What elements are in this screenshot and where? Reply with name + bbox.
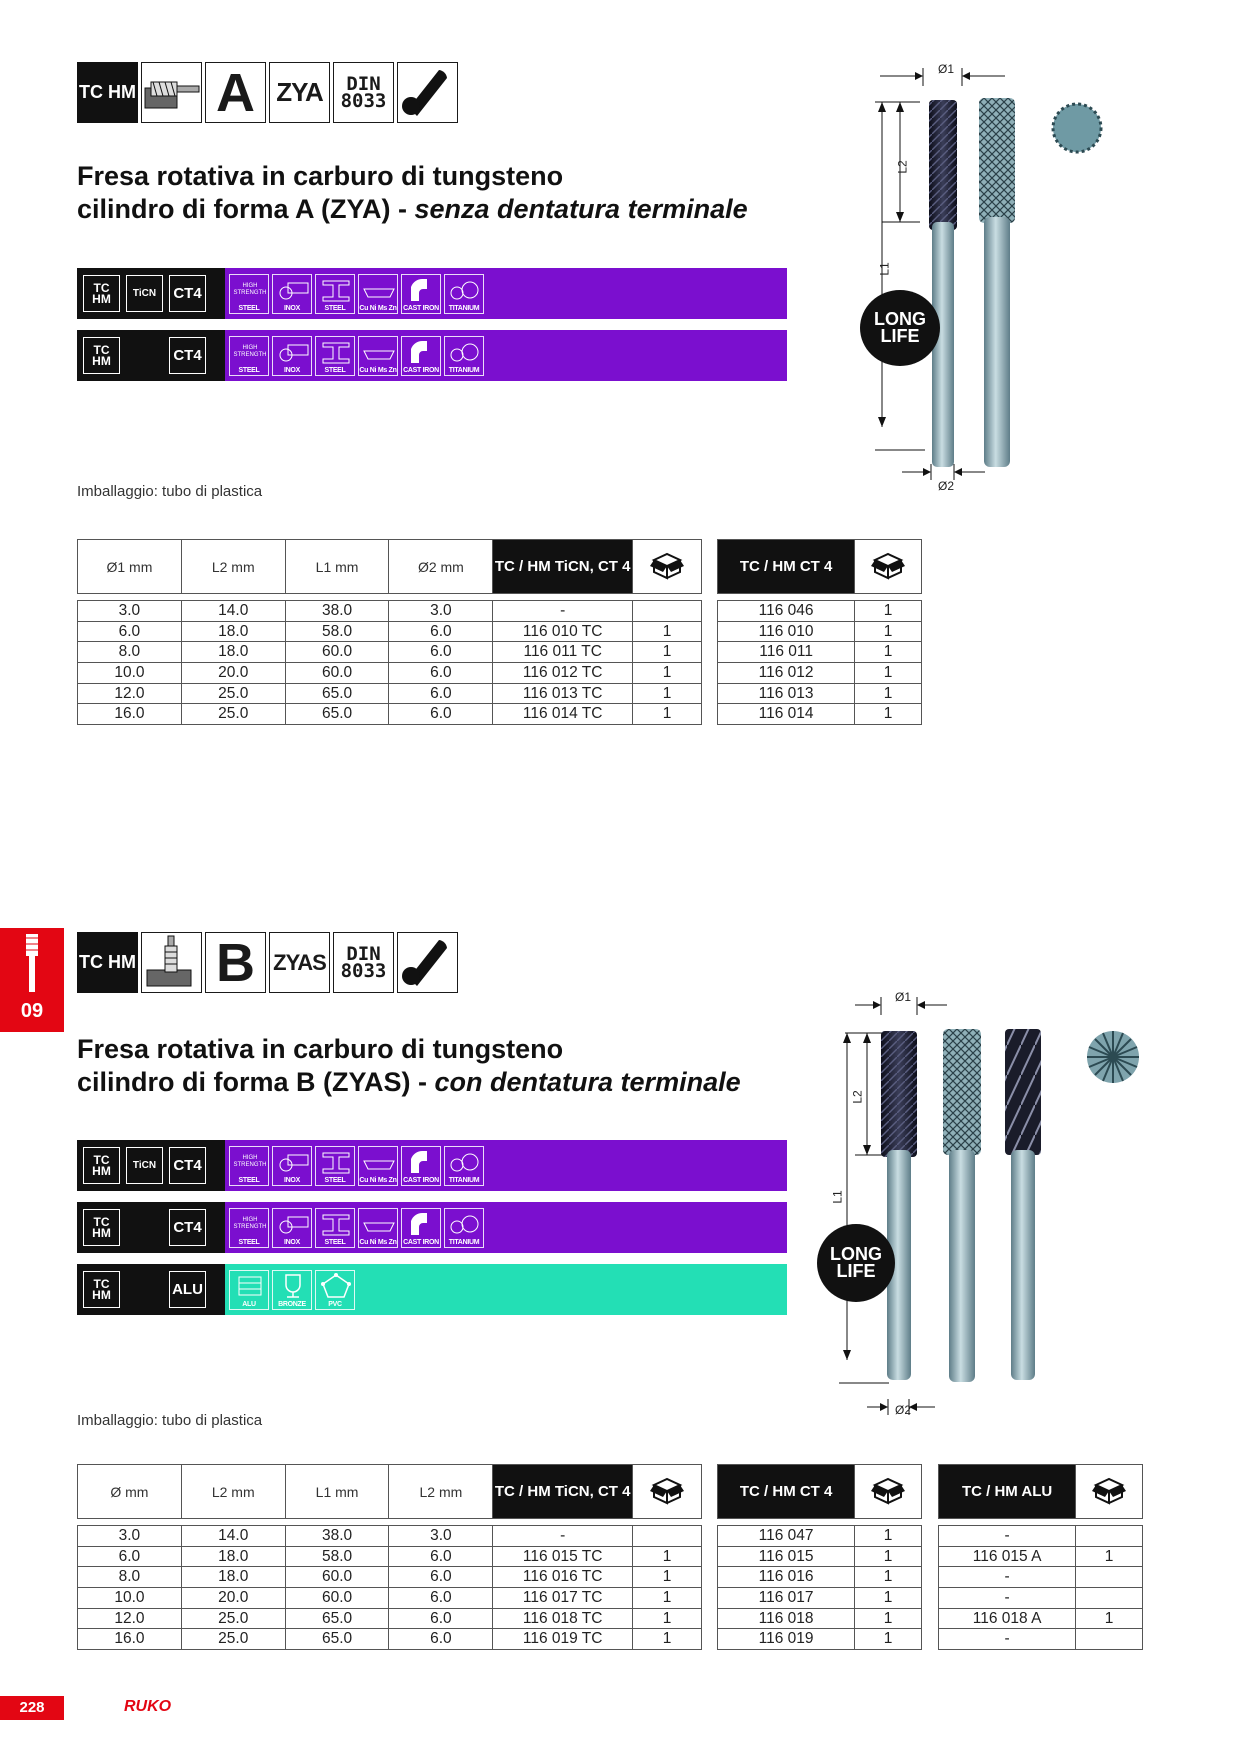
ct4-label: CT4 (169, 1209, 206, 1246)
table-row (78, 683, 702, 704)
non-ferrous-icon: Cu Ni Ms Zn (358, 1146, 398, 1186)
table-cell: 6.0 (389, 683, 493, 704)
dim-label-l2: L2 (850, 1090, 865, 1104)
table-cell: 116 015 (718, 1546, 855, 1567)
table-cell: 38.0 (285, 1526, 389, 1547)
col-header-article: TC / HM ALU (939, 1465, 1076, 1519)
table-cell: 25.0 (181, 1608, 285, 1629)
packaging-note: Imballaggio: tubo di plastica (77, 483, 263, 500)
table-cell: 116 014 TC (493, 704, 633, 725)
table-cell: 12.0 (78, 1608, 182, 1629)
table-cell: 8.0 (78, 1567, 182, 1588)
empty-coating-slot (126, 337, 163, 374)
high-strength-steel-icon: HIGH STRENGTH STEEL (229, 274, 269, 314)
table-row (78, 1588, 702, 1609)
tchm-icon: TC HM (77, 62, 138, 123)
ticn-label: TiCN (126, 275, 163, 312)
tchm-label: TC HM (83, 1209, 120, 1246)
table-cell: 1 (633, 663, 702, 684)
table-cell: 1 (1076, 1546, 1143, 1567)
table-cell: 1 (633, 704, 702, 725)
burr-shape-icon (141, 62, 202, 123)
table-cell: 60.0 (285, 642, 389, 663)
coating-bar-ct4 (77, 1202, 787, 1253)
material-icons (225, 1140, 787, 1191)
steel-profile-icon: STEEL (315, 336, 355, 376)
shape-letter-a: A (205, 62, 266, 123)
tchm-label: TC HM (83, 337, 120, 374)
col-header-article: TC / HM CT 4 (718, 1465, 855, 1519)
chapter-number: 09 (20, 1000, 44, 1022)
cast-iron-icon: CAST IRON (401, 274, 441, 314)
table-row (718, 1629, 922, 1650)
table-cell: 1 (855, 621, 922, 642)
table-cell: 65.0 (285, 1629, 389, 1650)
long-life-badge: LONG LIFE (817, 1224, 895, 1302)
dim-label-l1: L1 (877, 262, 892, 276)
shape-code-zyas: ZYAS (269, 932, 330, 993)
table-row (718, 683, 922, 704)
svg-text:HIGH: HIGH (242, 1154, 258, 1161)
table-row (939, 1608, 1143, 1629)
table-cell: 10.0 (78, 1588, 182, 1609)
table-cell: 38.0 (285, 601, 389, 622)
table-row (718, 642, 922, 663)
table-cell: 3.0 (78, 1526, 182, 1547)
table-row (78, 601, 702, 622)
high-strength-steel-icon: HIGH STRENGTH STEEL (229, 1146, 269, 1186)
svg-text:STRENGTH: STRENGTH (233, 289, 267, 296)
col-header: L2 mm (389, 1465, 493, 1519)
col-header: L1 mm (285, 1465, 389, 1519)
inox-pipes-icon: INOX (272, 336, 312, 376)
table-cell: 14.0 (181, 1526, 285, 1547)
dim-label-l2: L2 (895, 160, 910, 174)
table-cell: 116 016 TC (493, 1567, 633, 1588)
material-icons (225, 330, 787, 381)
section-b-title: Fresa rotativa in carburo di tungsteno cilindro di forma B (ZYAS) - con dentatura terminale (77, 1034, 741, 1097)
table-cell: - (939, 1567, 1076, 1588)
titanium-icon: TITANIUM (444, 1208, 484, 1248)
table-cell: 1 (633, 642, 702, 663)
chapter-side-tab (0, 928, 64, 1032)
table-cell (1076, 1526, 1143, 1547)
table-cell: - (939, 1526, 1076, 1547)
table-cell: 116 046 (718, 601, 855, 622)
inox-pipes-icon: INOX (272, 1146, 312, 1186)
burr-b-illustration (825, 985, 1165, 1425)
titanium-icon: TITANIUM (444, 1146, 484, 1186)
col-header-article: TC / HM CT 4 (718, 540, 855, 594)
high-strength-steel-icon: HIGH STRENGTH STEEL (229, 1208, 269, 1248)
cylinder-shape-icon (397, 62, 458, 123)
table-cell: 1 (633, 1608, 702, 1629)
non-ferrous-icon: Cu Ni Ms Zn (358, 1208, 398, 1248)
table-cell (633, 601, 702, 622)
shape-letter-b: B (205, 932, 266, 993)
table-cell: 1 (855, 1588, 922, 1609)
table-cell: 116 017 (718, 1588, 855, 1609)
long-life-badge: LONG LIFE (860, 290, 940, 366)
tchm-label: TC HM (83, 275, 120, 312)
high-strength-steel-icon: HIGH STRENGTH STEEL (229, 336, 269, 376)
table-row (78, 663, 702, 684)
table-cell: 116 017 TC (493, 1588, 633, 1609)
table-cell: 10.0 (78, 663, 182, 684)
brand-logo: RUKO (124, 1698, 172, 1715)
table-cell: 1 (633, 1629, 702, 1650)
table-row (718, 621, 922, 642)
svg-text:STRENGTH: STRENGTH (233, 351, 267, 358)
svg-text:HIGH: HIGH (242, 282, 258, 289)
material-icons (225, 1264, 787, 1315)
din-standard-badge: DIN 8033 (333, 62, 394, 123)
coating-bar-ct4 (77, 330, 787, 381)
col-header: Ø2 mm (389, 540, 493, 594)
table-row (718, 601, 922, 622)
empty-coating-slot (126, 1209, 163, 1246)
table-cell: 116 018 A (939, 1608, 1076, 1629)
titanium-icon: TITANIUM (444, 336, 484, 376)
col-header: Ø1 mm (78, 540, 182, 594)
table-cell: - (939, 1588, 1076, 1609)
table-cell: 60.0 (285, 663, 389, 684)
table-row (78, 1546, 702, 1567)
table-row (939, 1526, 1143, 1547)
table-cell: 6.0 (389, 1608, 493, 1629)
table-cell: 58.0 (285, 621, 389, 642)
table-row (718, 663, 922, 684)
table-cell: 18.0 (181, 1567, 285, 1588)
table-cell: 58.0 (285, 1546, 389, 1567)
dim-label-d1: Ø1 (895, 990, 912, 1004)
bronze-icon: BRONZE (272, 1270, 312, 1310)
table-cell: 116 010 (718, 621, 855, 642)
table-cell: 18.0 (181, 1546, 285, 1567)
steel-profile-icon: STEEL (315, 1146, 355, 1186)
table-cell: 116 014 (718, 704, 855, 725)
table-row (939, 1546, 1143, 1567)
dim-label-d1: Ø1 (938, 62, 955, 76)
table-cell: 1 (855, 683, 922, 704)
din-standard-badge: DIN 8033 (333, 932, 394, 993)
table-cell: 116 019 TC (493, 1629, 633, 1650)
table-row (78, 621, 702, 642)
table-cell: 116 015 A (939, 1546, 1076, 1567)
table-cell: 116 012 TC (493, 663, 633, 684)
col-header: L2 mm (181, 540, 285, 594)
table-cell: 116 019 (718, 1629, 855, 1650)
table-cell: 116 013 (718, 683, 855, 704)
table-cell: - (493, 601, 633, 622)
table-cell: 1 (855, 663, 922, 684)
table-cell: 25.0 (181, 683, 285, 704)
cast-iron-icon: CAST IRON (401, 336, 441, 376)
table-cell: 116 016 (718, 1567, 855, 1588)
product-table-ticn-ct4 (77, 1464, 702, 1650)
table-cell: 16.0 (78, 704, 182, 725)
product-table-alu (938, 1464, 1143, 1650)
table-cell: 6.0 (389, 642, 493, 663)
tchm-label: TC HM (83, 1147, 120, 1184)
package-icon (855, 540, 922, 594)
table-cell: 6.0 (389, 663, 493, 684)
table-cell: 116 018 (718, 1608, 855, 1629)
table-cell: 25.0 (181, 704, 285, 725)
table-cell: 116 010 TC (493, 621, 633, 642)
table-cell (1076, 1629, 1143, 1650)
table-cell: 6.0 (389, 704, 493, 725)
table-cell: 8.0 (78, 642, 182, 663)
table-cell: 1 (1076, 1608, 1143, 1629)
col-header-article: TC / HM TiCN, CT 4 (493, 540, 633, 594)
table-row (718, 1588, 922, 1609)
non-ferrous-icon: Cu Ni Ms Zn (358, 336, 398, 376)
table-cell: 1 (855, 1526, 922, 1547)
steel-profile-icon: STEEL (315, 274, 355, 314)
coating-bar-ticn-ct4 (77, 268, 787, 319)
table-cell: 1 (633, 1588, 702, 1609)
table-row (718, 1546, 922, 1567)
table-cell: 3.0 (78, 601, 182, 622)
product-table-ct4 (717, 1464, 922, 1650)
table-cell (1076, 1567, 1143, 1588)
steel-profile-icon: STEEL (315, 1208, 355, 1248)
table-cell: 1 (633, 683, 702, 704)
shape-code-zya: ZYA (269, 62, 330, 123)
empty-coating-slot (126, 1271, 163, 1308)
burr-tab-icon (20, 934, 44, 994)
table-cell: 14.0 (181, 601, 285, 622)
table-row (718, 704, 922, 725)
table-cell: 1 (855, 1629, 922, 1650)
table-cell: 6.0 (78, 1546, 182, 1567)
table-cell: 116 015 TC (493, 1546, 633, 1567)
table-cell: 6.0 (389, 1588, 493, 1609)
cast-iron-icon: CAST IRON (401, 1208, 441, 1248)
table-row (78, 1608, 702, 1629)
table-cell: 1 (633, 621, 702, 642)
table-cell: 3.0 (389, 601, 493, 622)
dim-label-l1: L1 (830, 1190, 845, 1204)
table-row (78, 642, 702, 663)
ticn-label: TiCN (126, 1147, 163, 1184)
coating-bar-alu (77, 1264, 787, 1315)
pvc-icon: PVC (315, 1270, 355, 1310)
tchm-icon: TC HM (77, 932, 138, 993)
table-row (78, 1526, 702, 1547)
cast-iron-icon: CAST IRON (401, 1146, 441, 1186)
inox-pipes-icon: INOX (272, 1208, 312, 1248)
dim-label-d2: Ø2 (938, 479, 955, 493)
material-icons (225, 268, 787, 319)
table-cell: 1 (855, 642, 922, 663)
table-row (718, 1608, 922, 1629)
table-cell: 60.0 (285, 1567, 389, 1588)
table-cell: 116 011 (718, 642, 855, 663)
svg-text:HIGH: HIGH (242, 344, 258, 351)
table-cell: 20.0 (181, 663, 285, 684)
titanium-icon: TITANIUM (444, 274, 484, 314)
table-cell: 25.0 (181, 1629, 285, 1650)
table-cell: 116 012 (718, 663, 855, 684)
table-cell: 116 047 (718, 1526, 855, 1547)
table-cell: 6.0 (78, 621, 182, 642)
alu-icon: ALU (229, 1270, 269, 1310)
table-row (939, 1588, 1143, 1609)
table-row (939, 1629, 1143, 1650)
non-ferrous-icon: Cu Ni Ms Zn (358, 274, 398, 314)
ct4-label: CT4 (169, 1147, 206, 1184)
burr-shape-icon (141, 932, 202, 993)
table-cell: 1 (855, 1608, 922, 1629)
table-cell: 18.0 (181, 621, 285, 642)
table-cell: 3.0 (389, 1526, 493, 1547)
table-cell: 1 (855, 1546, 922, 1567)
table-cell (1076, 1588, 1143, 1609)
svg-text:STRENGTH: STRENGTH (233, 1161, 267, 1168)
table-cell: 65.0 (285, 683, 389, 704)
table-cell: 12.0 (78, 683, 182, 704)
col-header: L2 mm (181, 1465, 285, 1519)
col-header-article: TC / HM TiCN, CT 4 (493, 1465, 633, 1519)
tchm-label: TC HM (83, 1271, 120, 1308)
package-icon (633, 540, 702, 594)
svg-text:HIGH: HIGH (242, 1216, 258, 1223)
material-icons (225, 1202, 787, 1253)
ct4-label: CT4 (169, 275, 206, 312)
svg-text:STRENGTH: STRENGTH (233, 1223, 267, 1230)
table-row (718, 1526, 922, 1547)
coating-bar-ticn-ct4 (77, 1140, 787, 1191)
table-cell: 116 013 TC (493, 683, 633, 704)
table-cell: 116 018 TC (493, 1608, 633, 1629)
table-cell: 1 (633, 1546, 702, 1567)
table-cell: 65.0 (285, 1608, 389, 1629)
table-cell: 6.0 (389, 1629, 493, 1650)
packaging-note: Imballaggio: tubo di plastica (77, 1412, 263, 1429)
table-row (939, 1567, 1143, 1588)
table-cell: 6.0 (389, 1546, 493, 1567)
table-row (718, 1567, 922, 1588)
table-cell: 60.0 (285, 1588, 389, 1609)
table-cell: 18.0 (181, 642, 285, 663)
ct4-label: CT4 (169, 337, 206, 374)
table-cell: 1 (855, 704, 922, 725)
product-table-ct4 (717, 539, 922, 725)
table-cell: 20.0 (181, 1588, 285, 1609)
table-cell (633, 1526, 702, 1547)
table-cell: 1 (855, 1567, 922, 1588)
table-row (78, 1629, 702, 1650)
icon-row-b (77, 932, 458, 993)
table-cell: 116 011 TC (493, 642, 633, 663)
section-a-title: Fresa rotativa in carburo di tungsteno cilindro di forma A (ZYA) - senza dentatura terminale (77, 161, 748, 224)
col-header: Ø mm (78, 1465, 182, 1519)
col-header: L1 mm (285, 540, 389, 594)
table-row (78, 1567, 702, 1588)
cylinder-shape-icon (397, 932, 458, 993)
table-cell: 65.0 (285, 704, 389, 725)
package-icon (633, 1465, 702, 1519)
page-number: 228 (0, 1696, 64, 1720)
package-icon (855, 1465, 922, 1519)
table-cell: 6.0 (389, 1567, 493, 1588)
alu-label: ALU (169, 1271, 206, 1308)
product-table-ticn-ct4 (77, 539, 702, 725)
inox-pipes-icon: INOX (272, 274, 312, 314)
table-cell: 16.0 (78, 1629, 182, 1650)
table-cell: 6.0 (389, 621, 493, 642)
package-icon (1076, 1465, 1143, 1519)
table-cell: - (939, 1629, 1076, 1650)
dim-label-d2: Ø2 (895, 1403, 912, 1417)
table-row (78, 704, 702, 725)
icon-row-a (77, 62, 458, 123)
burr-a-illustration (860, 62, 1180, 502)
table-cell: 1 (855, 601, 922, 622)
table-cell: - (493, 1526, 633, 1547)
table-cell: 1 (633, 1567, 702, 1588)
